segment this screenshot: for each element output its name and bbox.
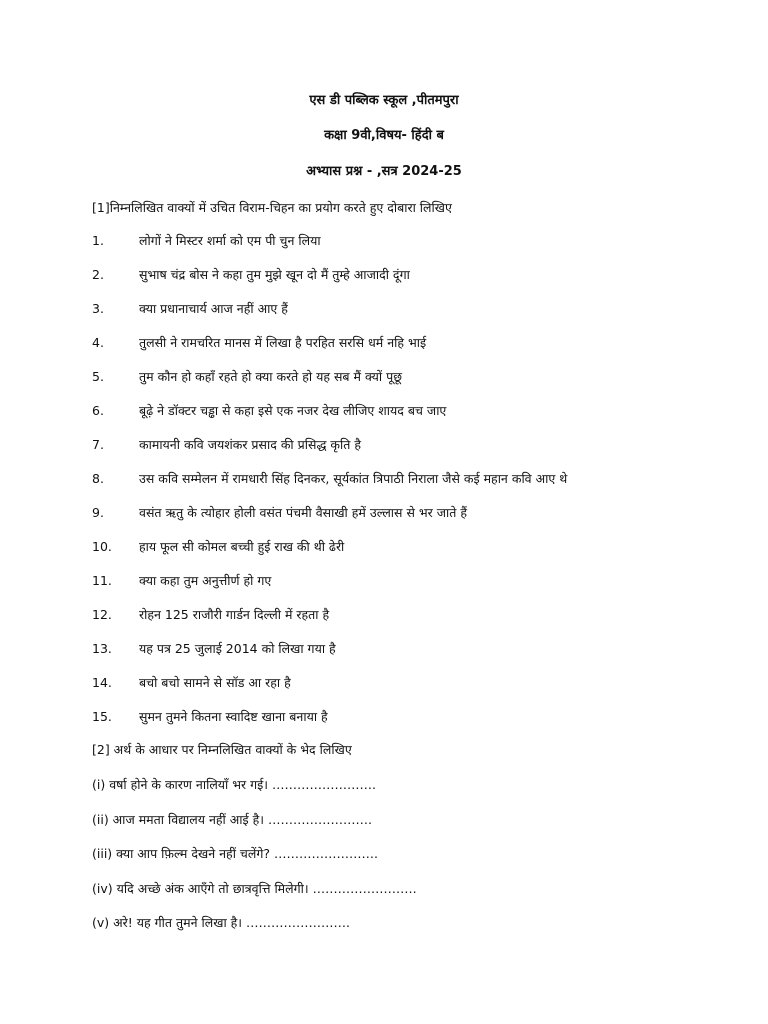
list-item [0,232,768,266]
item-text: तुम कौन हो कहाँ रहते हो क्या करते हो यह सब मैं क्यों पूछू [139,369,403,384]
item-text: सुमन तुमने कितना स्वादिष्ट खाना बनाया है [139,709,328,724]
item-number: 5. [92,369,104,384]
item-number: 7. [92,437,104,452]
item-text: कामायनी कवि जयशंकर प्रसाद की प्रसिद्ध कृति है [139,437,361,452]
item-number: 6. [92,403,104,418]
item-number: 13. [92,641,112,656]
item-text: उस कवि सम्मेलन में रामधारी सिंह दिनकर, सूर्यकांत त्रिपाठी निराला जैसे कई महान कवि आए थे [139,471,568,486]
list-item [0,708,768,742]
list-item [0,368,768,402]
list-item [0,606,768,640]
item-number: 8. [92,471,104,486]
item-number: 11. [92,573,112,588]
school-name: एस डी पब्लिक स्कूल ,पीतमपुरा [309,93,459,108]
item-text: रोहन 125 राजौरी गार्डन दिल्ली में रहता है [139,607,330,622]
item-number: 3. [92,301,104,316]
item-text: लोगों ने मिस्टर शर्मा को एम पी चुन लिया [139,233,321,248]
list-item [0,402,768,436]
item-number: 10. [92,539,112,554]
list-item [0,674,768,708]
item-number: 1. [92,233,104,248]
item-text: यह पत्र 25 जुलाई 2014 को लिखा गया है [139,641,336,656]
sentence-type-question-list [92,776,732,949]
item-number: 9. [92,505,104,520]
list-item: (v) अरे! यह गीत तुमने लिखा है। ……………………. [92,915,350,930]
item-number: 2. [92,267,104,282]
list-item [0,300,768,334]
section2-instruction: [2] अर्थ के आधार पर निम्नलिखित वाक्यों के भेद लिखिए [92,742,352,757]
item-number: 12. [92,607,112,622]
list-item: (ii) आज ममता विद्यालय नहीं आई है। ……………………. [92,811,372,827]
item-number: 14. [92,675,112,690]
list-item [0,572,768,606]
list-item [0,504,768,538]
list-item [0,640,768,674]
item-text: क्या कहा तुम अनुत्तीर्ण हो गए [139,573,272,588]
item-text: सुभाष चंद्र बोस ने कहा तुम मुझे खून दो मैं तुम्हे आजादी दूंगा [139,267,410,282]
item-text: तुलसी ने रामचरित मानस में लिखा है परहित सरसि धर्म नहि भाई [139,335,427,350]
list-item: (iv) यदि अच्छे अंक आएँगे तो छात्रवृत्ति मिलेगी। ……………………. [92,880,417,896]
item-text: हाय फूल सी कोमल बच्ची हुई राख की थी ढेरी [139,539,345,554]
section1-instruction: [1]निम्नलिखित वाक्यों में उचित विराम-चिहन का प्रयोग करते हुए दोबारा लिखिए [92,200,452,215]
item-text: वसंत ऋतु के त्योहार होली वसंत पंचमी वैसाखी हमें उल्लास से भर जाते हैं [139,505,468,520]
class-subject-title: कक्षा 9वी,विषय- हिंदी ब [324,128,444,143]
list-item [0,266,768,300]
list-item [0,436,768,470]
list-item: (iii) क्या आप फ़िल्म देखने नहीं चलेंगे? ……………………. [92,846,378,861]
item-text: बचो बचो सामने से सॉड आ रहा है [139,675,291,690]
list-item: (i) वर्षा होने के कारण नालियाँ भर गई। ……………………. [92,777,376,792]
list-item [0,334,768,368]
item-number: 15. [92,709,112,724]
item-number: 4. [92,335,104,350]
punctuation-question-list [0,232,768,742]
list-item [0,538,768,572]
exercise-title: अभ्यास प्रश्न - ,सत्र 2024-25 [306,164,462,179]
list-item [0,470,768,504]
item-text: क्या प्रधानाचार्य आज नहीं आए हैं [139,301,288,316]
item-text: बूढ़े ने डॉक्टर चड्ढा से कहा इसे एक नजर देख लीजिए शायद बच जाए [139,403,447,418]
